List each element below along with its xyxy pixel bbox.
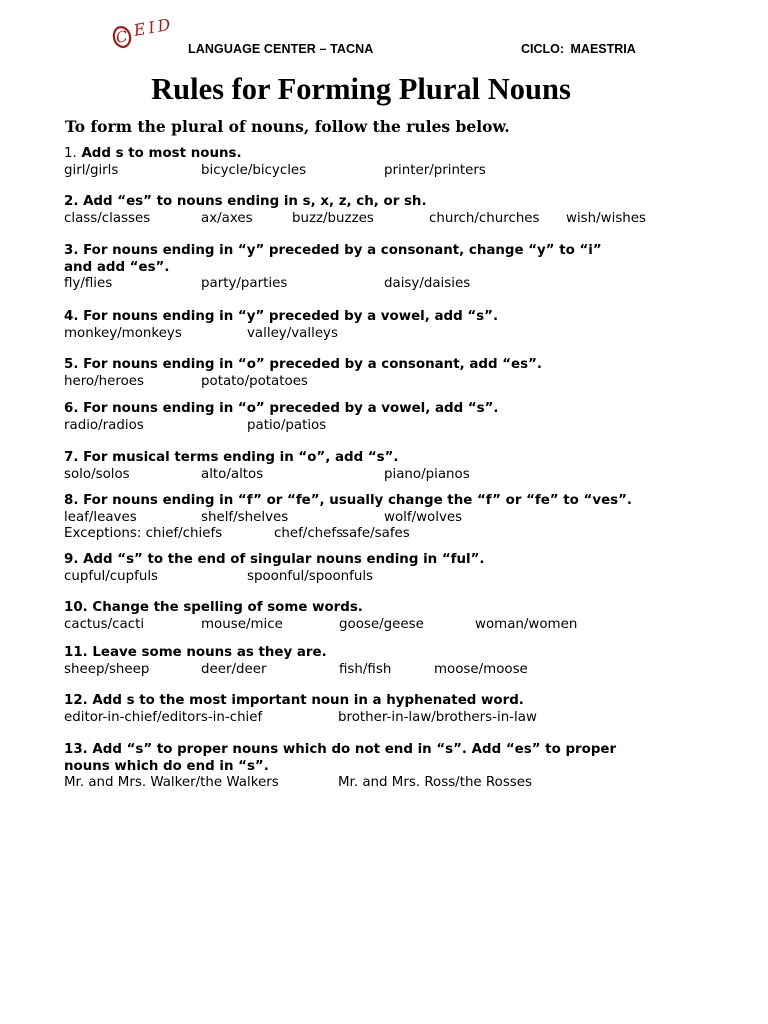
rule-heading [64,742,664,759]
example-row [64,510,664,526]
example-pair: brother-in-law/brothers-in-law [338,709,537,725]
rule-number: 5. [64,357,79,372]
rule-number: 13. [64,742,88,757]
rule-number: 7. [64,450,79,465]
example-pair: alto/altos [201,466,264,482]
rule-heading [64,693,664,710]
rule-10 [64,600,664,633]
example-row [64,662,664,678]
example-pair: cactus/cacti [64,616,145,632]
rule-12 [64,693,664,726]
example-pair: deer/deer [201,661,267,677]
rule-text-continued: and add “es”. [64,259,170,275]
example-pair: leaf/leaves [64,509,137,525]
rule-3 [64,243,664,292]
rule-number: 9. [64,552,79,567]
rule-text: For nouns ending in “f” or “fe”, usually change the “f” or “fe” to “ves”. [78,493,633,508]
example-row [64,276,664,292]
example-row [64,526,664,542]
rule-number: 1. [64,146,77,161]
example-row [64,374,664,390]
example-row [64,775,664,791]
rule-11 [64,645,664,678]
example-pair: hero/heroes [64,373,144,389]
rule-13 [64,742,664,791]
rule-number: 2. [64,194,79,209]
example-row [64,418,664,434]
rule-number: 6. [64,401,79,416]
rule-1 [64,146,664,179]
rule-heading [64,309,664,326]
rule-heading [64,450,664,467]
rule-5 [64,357,664,390]
rule-heading [64,243,664,260]
rule-text: Add “s” to the end of singular nouns ending in “ful”. [78,552,485,567]
rule-7 [64,450,664,483]
example-pair: fish/fish [339,661,392,677]
rule-2 [64,194,664,227]
rule-text: Add “es” to nouns ending in s, x, z, ch, or sh. [78,194,427,209]
example-pair: Mr. and Mrs. Ross/the Rosses [338,775,532,790]
example-pair: piano/pianos [384,466,470,482]
rule-heading [64,552,664,569]
example-pair: cupful/cupfuls [64,568,159,584]
rule-text: Add s to the most important noun in a hyphenated word. [87,693,524,708]
rule-text: For nouns ending in “y” preceded by a vowel, add “s”. [78,309,499,324]
rule-text: Add “s” to proper nouns which do not end in “s”. Add “es” to proper [87,742,617,757]
example-pair: moose/moose [434,661,528,677]
example-pair: wish/wishes [566,210,646,226]
rule-heading [64,357,664,374]
rule-6 [64,401,664,434]
example-row [64,569,664,585]
example-row [64,467,664,483]
example-pair: bicycle/bicycles [201,162,307,178]
example-pair: ax/axes [201,210,253,226]
rule-9 [64,552,664,585]
rule-4 [64,309,664,342]
rule-heading [64,493,664,510]
example-pair: goose/geese [339,616,424,632]
example-pair: party/parties [201,276,288,291]
example-row [64,163,664,179]
example-pair: wolf/wolves [384,509,463,525]
ceid-logo [106,12,186,52]
example-pair: girl/girls [64,162,119,178]
example-row [64,211,664,227]
example-pair: shelf/shelves [201,509,289,525]
example-pair: Exceptions: chief/chiefs [64,525,223,541]
svg-text:C: C [114,27,130,48]
example-row [64,710,664,726]
rule-heading [64,194,664,211]
rule-number: 4. [64,309,79,324]
example-pair: valley/valleys [247,325,338,341]
rule-text: For nouns ending in “o” preceded by a consonant, add “es”. [78,357,542,372]
example-pair: potato/potatoes [201,373,308,389]
rule-text: Change the spelling of some words. [87,600,363,615]
example-pair: fly/flies [64,276,113,291]
example-pair: Mr. and Mrs. Walker/the Walkers [64,775,279,790]
example-row [64,617,664,633]
rule-text: Leave some nouns as they are. [87,645,327,660]
header-institution: LANGUAGE CENTER – TACNA [188,42,374,56]
rule-number: 8. [64,493,79,508]
rule-heading [64,146,664,163]
rule-text-continued: nouns which do end in “s”. [64,758,269,774]
example-pair: monkey/monkeys [64,325,182,341]
example-pair: class/classes [64,210,151,226]
example-pair: patio/patios [247,417,327,433]
example-pair: woman/women [475,616,578,632]
example-pair: church/churches [429,210,540,226]
svg-text:EID: EID [132,14,175,40]
example-pair: radio/radios [64,417,144,433]
example-pair: chef/chefs [274,525,344,541]
example-pair: printer/printers [384,162,486,178]
rule-text: For nouns ending in “y” preceded by a consonant, change “y” to “i” [78,243,602,258]
example-pair: spoonful/spoonfuls [247,568,374,584]
page-subtitle: To form the plural of nouns, follow the rules below. [65,117,510,136]
rule-text: Add s to most nouns. [76,146,242,161]
example-pair: mouse/mice [201,616,283,632]
rule-number: 12. [64,693,88,708]
page-title: Rules for Forming Plural Nouns [151,72,571,106]
rule-text: For musical terms ending in “o”, add “s”. [78,450,399,465]
example-pair: editor-in-chief/editors-in-chief [64,709,263,725]
rule-number: 3. [64,243,79,258]
rule-heading [64,401,664,418]
example-pair: daisy/daisies [384,276,471,291]
rule-heading [64,645,664,662]
example-pair: sheep/sheep [64,661,150,677]
rule-text: For nouns ending in “o” preceded by a vowel, add “s”. [78,401,499,416]
example-pair: buzz/buzzes [292,210,374,226]
rule-8 [64,493,664,542]
rule-number: 11. [64,645,88,660]
example-pair: solo/solos [64,466,130,482]
rule-number: 10. [64,600,88,615]
example-pair: safe/safes [342,525,410,541]
header-cycle: CICLO: MAESTRIA [521,42,636,56]
example-row [64,326,664,342]
rule-heading [64,600,664,617]
